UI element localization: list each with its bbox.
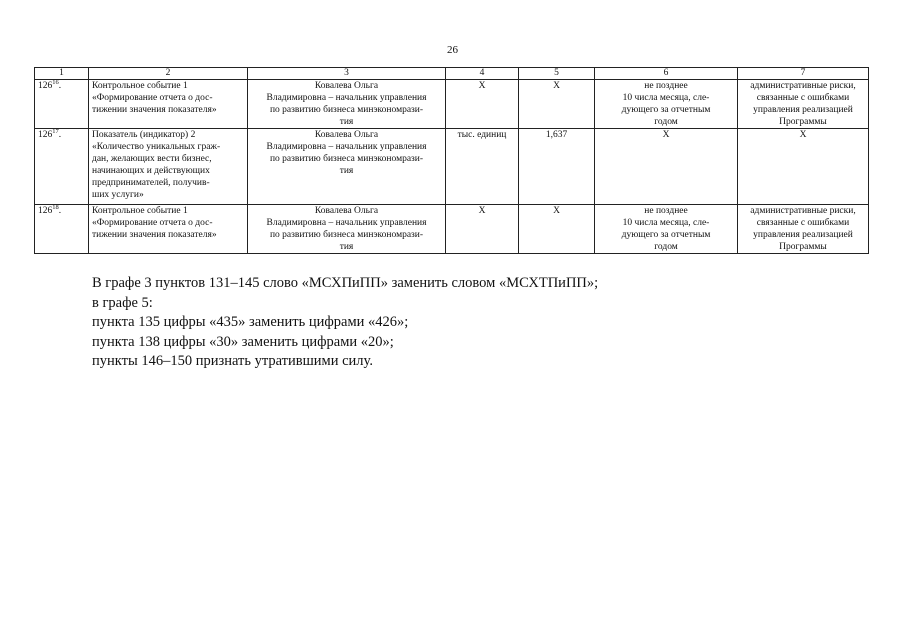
event-name-line: предпринимателей, получив- <box>92 178 210 188</box>
event-name-line: Контрольное событие 1 <box>92 81 188 91</box>
column-number-header: 3 <box>248 68 446 80</box>
deadline-cell <box>595 129 738 205</box>
unit-cell: Х <box>446 205 519 254</box>
value-cell: 1,637 <box>519 129 595 205</box>
risks-cell <box>738 205 869 254</box>
table-row <box>35 129 869 205</box>
event-name-cell <box>89 129 248 205</box>
event-name-line: «Формирование отчета о дос- <box>92 93 213 103</box>
responsible-cell <box>248 205 446 254</box>
event-name-line: дан, желающих вести бизнес, <box>92 154 212 164</box>
event-name-line: Контрольное событие 1 <box>92 206 188 216</box>
deadline-line: дующего за отчетным <box>621 230 711 240</box>
deadline-line: годом <box>654 242 678 252</box>
row-number-superscript: 16 <box>52 79 59 86</box>
responsible-line: Ковалева Ольга <box>314 206 379 216</box>
column-number-header: 7 <box>738 68 869 80</box>
row-number-cell <box>35 129 89 205</box>
responsible-line: по развитию бизнеса минэкономрази- <box>269 230 424 240</box>
risks-line: Программы <box>779 117 827 127</box>
risks-cell <box>738 80 869 129</box>
responsible-line: Владимировна – начальник управления <box>266 218 427 228</box>
row-number-cell <box>35 205 89 254</box>
responsible-cell <box>248 129 446 205</box>
measures-table <box>34 67 869 254</box>
responsible-line: по развитию бизнеса минэкономрази- <box>269 154 424 164</box>
deadline-cell <box>595 205 738 254</box>
table-header-row <box>35 68 869 80</box>
amendment-line: пункта 138 цифры «30» заменить цифрами «20»; <box>92 333 394 350</box>
event-name-cell <box>89 80 248 129</box>
risks-line: связанные с ошибками <box>756 218 850 228</box>
row-number: 126 <box>38 81 53 91</box>
amendment-line: пункты 146–150 признать утратившими силу. <box>92 353 373 369</box>
amendments-text <box>92 274 852 372</box>
responsible-line: тия <box>339 166 354 176</box>
risks-line: Х <box>799 130 807 140</box>
column-number-header: 2 <box>89 68 248 80</box>
row-number-superscript: 17 <box>52 128 59 135</box>
risks-cell <box>738 129 869 205</box>
responsible-line: Ковалева Ольга <box>314 130 379 140</box>
event-name-line: начинающих и действующих <box>92 166 210 176</box>
deadline-line: годом <box>654 117 678 127</box>
responsible-cell <box>248 80 446 129</box>
table-row <box>35 80 869 129</box>
event-name-cell <box>89 205 248 254</box>
responsible-line: тия <box>339 117 354 127</box>
event-name-line: Показатель (индикатор) 2 <box>92 130 196 140</box>
deadline-cell <box>595 80 738 129</box>
responsible-line: Владимировна – начальник управления <box>266 142 427 152</box>
row-number: 126 <box>38 206 53 216</box>
column-number-header: 5 <box>519 68 595 80</box>
responsible-line: Ковалева Ольга <box>314 81 379 91</box>
responsible-line: тия <box>339 242 354 252</box>
amendment-line: пункта 135 цифры «435» заменить цифрами «426»; <box>92 314 409 330</box>
event-name-line: тижении значения показателя» <box>92 105 217 115</box>
risks-line: управления реализацией <box>753 230 853 240</box>
risks-line: связанные с ошибками <box>756 93 850 103</box>
amendment-line: в графе 5: <box>92 294 153 311</box>
responsible-line: Владимировна – начальник управления <box>266 93 427 103</box>
value-cell: Х <box>519 80 595 129</box>
row-number-suffix: . <box>58 81 62 91</box>
responsible-line: по развитию бизнеса минэкономрази- <box>269 105 424 115</box>
row-number-suffix: . <box>58 130 62 140</box>
risks-line: административные риски, <box>750 206 856 216</box>
column-number-header: 1 <box>35 68 89 80</box>
row-number-cell <box>35 80 89 129</box>
event-name-line: «Количество уникальных граж- <box>92 142 221 152</box>
unit-cell: Х <box>446 80 519 129</box>
deadline-line: не позднее <box>644 81 688 91</box>
event-name-line: тижении значения показателя» <box>92 230 217 240</box>
risks-line: административные риски, <box>750 81 856 91</box>
deadline-line: дующего за отчетным <box>621 105 711 115</box>
column-number-header: 4 <box>446 68 519 80</box>
risks-line: управления реализацией <box>753 105 853 115</box>
risks-line: Программы <box>779 242 827 252</box>
row-number-suffix: . <box>58 206 62 216</box>
page-number: 26 <box>447 44 458 56</box>
deadline-line: не позднее <box>644 206 688 216</box>
deadline-line: 10 числа месяца, сле- <box>622 218 710 228</box>
event-name-line: «Формирование отчета о дос- <box>92 218 213 228</box>
value-cell: Х <box>519 205 595 254</box>
row-number: 126 <box>38 130 53 140</box>
column-number-header: 6 <box>595 68 738 80</box>
row-number-superscript: 18 <box>52 204 59 211</box>
amendment-line: В графе 3 пунктов 131–145 слово «МСХПиПП» заменить словом «МСХТПиПП»; <box>92 275 599 291</box>
event-name-line: ших услуги» <box>92 190 144 200</box>
unit-cell: тыс. единиц <box>446 129 519 205</box>
deadline-line: Х <box>662 130 670 140</box>
deadline-line: 10 числа месяца, сле- <box>622 93 710 103</box>
table-row <box>35 205 869 254</box>
